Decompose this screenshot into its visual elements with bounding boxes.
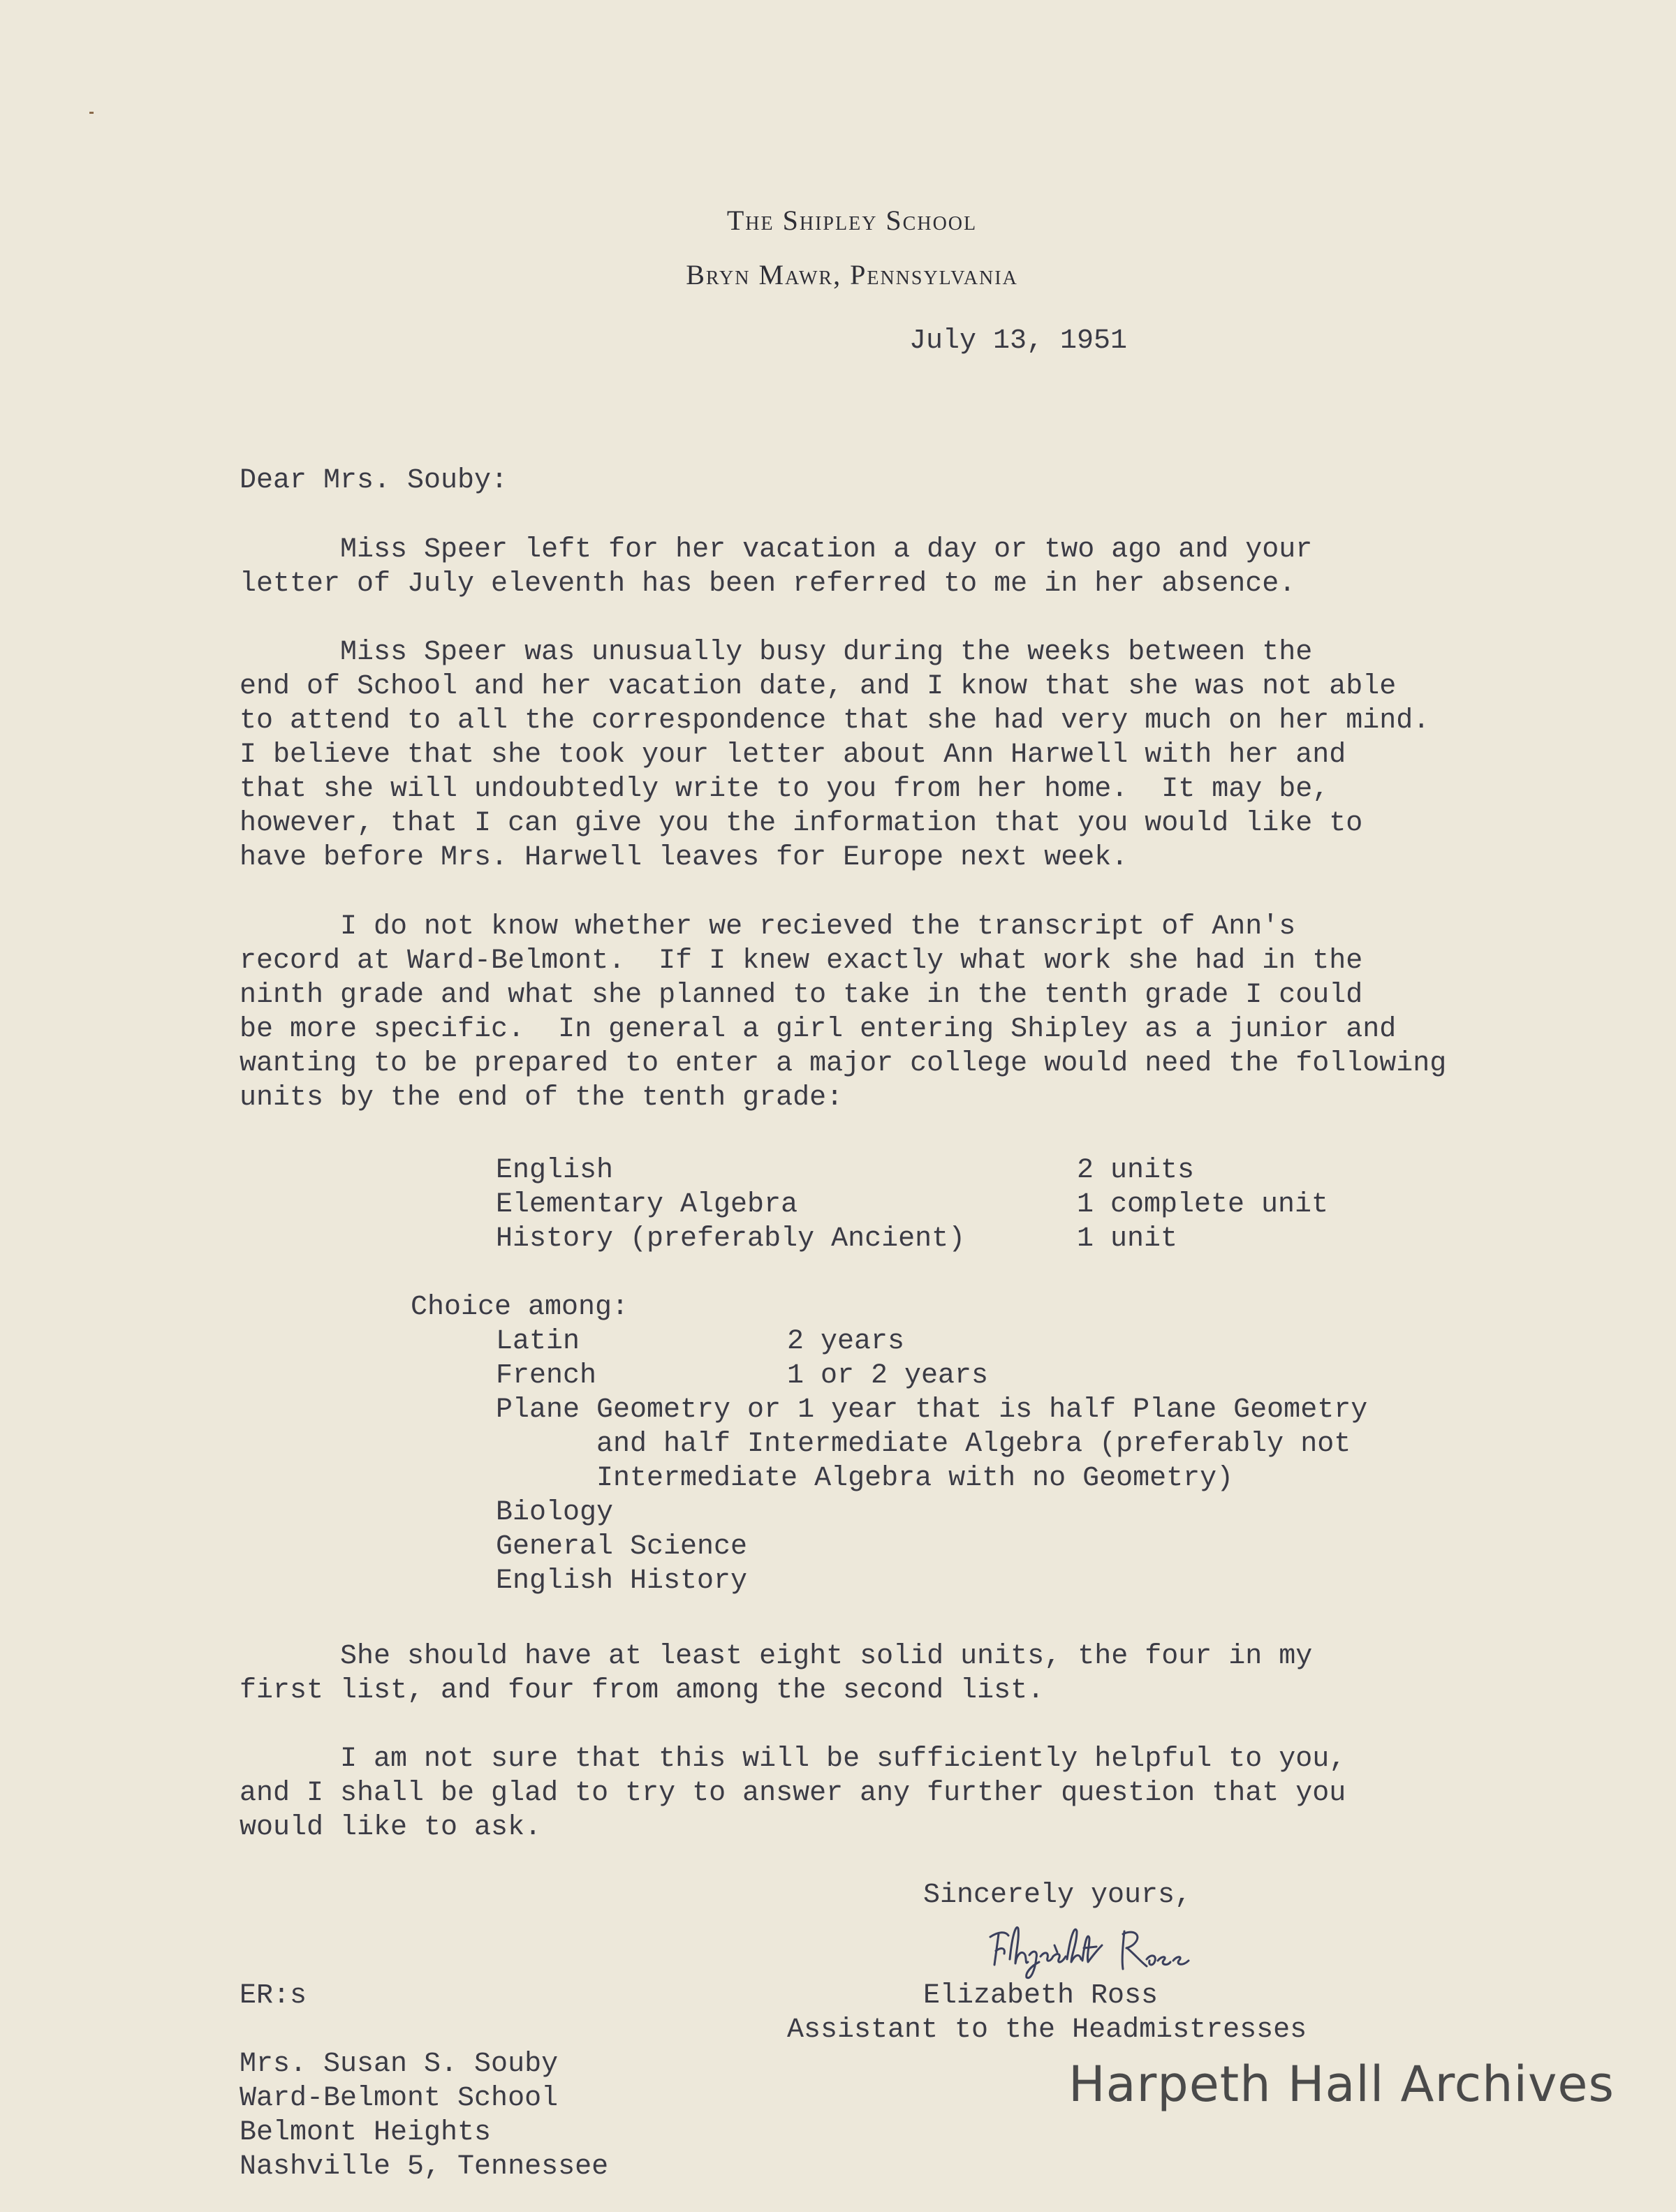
- paper-speck: [89, 112, 94, 114]
- typist-initials: ER:s: [240, 1980, 307, 2012]
- required-subject: History (preferably Ancient): [496, 1223, 966, 1255]
- paragraph-3: I do not know whether we recieved the transcript of Ann's record at Ward-Belmont. If I knew exactly what work she had in the ninth grade and what she planned to take in the tenth grade I could be more specific. In general a girl entering Shipley as a junior and wanting to be prepared to enter a major college would need the following units by the end of the tenth grade:: [240, 911, 1447, 1114]
- handwritten-signature: [985, 1910, 1208, 1987]
- signer-name: Elizabeth Ross: [923, 1980, 1159, 2012]
- letterhead-school: The Shipley School: [726, 205, 978, 236]
- paragraph-1: Miss Speer left for her vacation a day or two ago and your letter of July eleventh has been referred to me in her absence.: [240, 534, 1313, 600]
- required-subject: English: [496, 1155, 614, 1186]
- address-line: Ward-Belmont School: [240, 2083, 559, 2114]
- choice-line: Plane Geometry or 1 year that is half Plane Geometry: [496, 1394, 1368, 1426]
- address-line: Belmont Heights: [240, 2117, 492, 2148]
- paragraph-5: I am not sure that this will be sufficiently helpful to you, and I shall be glad to try to answer any further question that you would like to ask.: [240, 1743, 1346, 1843]
- archive-watermark: Harpeth Hall Archives: [1068, 2056, 1615, 2113]
- choice-amount: 2 years: [787, 1326, 905, 1357]
- choice-line: General Science: [496, 1531, 748, 1563]
- paragraph-4: She should have at least eight solid units, the four in my first list, and four from among the second list.: [240, 1641, 1313, 1706]
- letter-date: July 13, 1951: [909, 325, 1128, 357]
- choice-amount: 1 or 2 years: [787, 1360, 989, 1392]
- salutation: Dear Mrs. Souby:: [240, 465, 508, 496]
- signer-title: Assistant to the Headmistresses: [787, 2014, 1307, 2046]
- choice-line: and half Intermediate Algebra (preferably not: [496, 1429, 1351, 1460]
- choice-heading: Choice among:: [411, 1292, 629, 1323]
- required-units: 2 units: [1077, 1155, 1195, 1186]
- choice-subject: French: [496, 1360, 597, 1392]
- address-line: Nashville 5, Tennessee: [240, 2151, 609, 2183]
- choice-subject: Latin: [496, 1326, 580, 1357]
- letterhead-location: Bryn Mawr, Pennsylvania: [686, 259, 1018, 290]
- required-units: 1 complete unit: [1077, 1189, 1329, 1221]
- closing: Sincerely yours,: [923, 1880, 1192, 1911]
- required-units: 1 unit: [1077, 1223, 1178, 1255]
- choice-line: Intermediate Algebra with no Geometry): [496, 1463, 1234, 1494]
- required-subject: Elementary Algebra: [496, 1189, 798, 1221]
- choice-line: English History: [496, 1565, 748, 1597]
- address-line: Mrs. Susan S. Souby: [240, 2049, 559, 2080]
- choice-line: Biology: [496, 1497, 614, 1528]
- paragraph-2: Miss Speer was unusually busy during the weeks between the end of School and her vacation date, and I know that she was not able to attend to all the correspondence that she had very much on her mind. I believe that she took your letter about Ann Harwell with her and that she will undoubtedly write to you from her home. It may be, however, that I can give you the information that you would like to have before Mrs. Harwell leaves for Europe next week.: [240, 637, 1430, 873]
